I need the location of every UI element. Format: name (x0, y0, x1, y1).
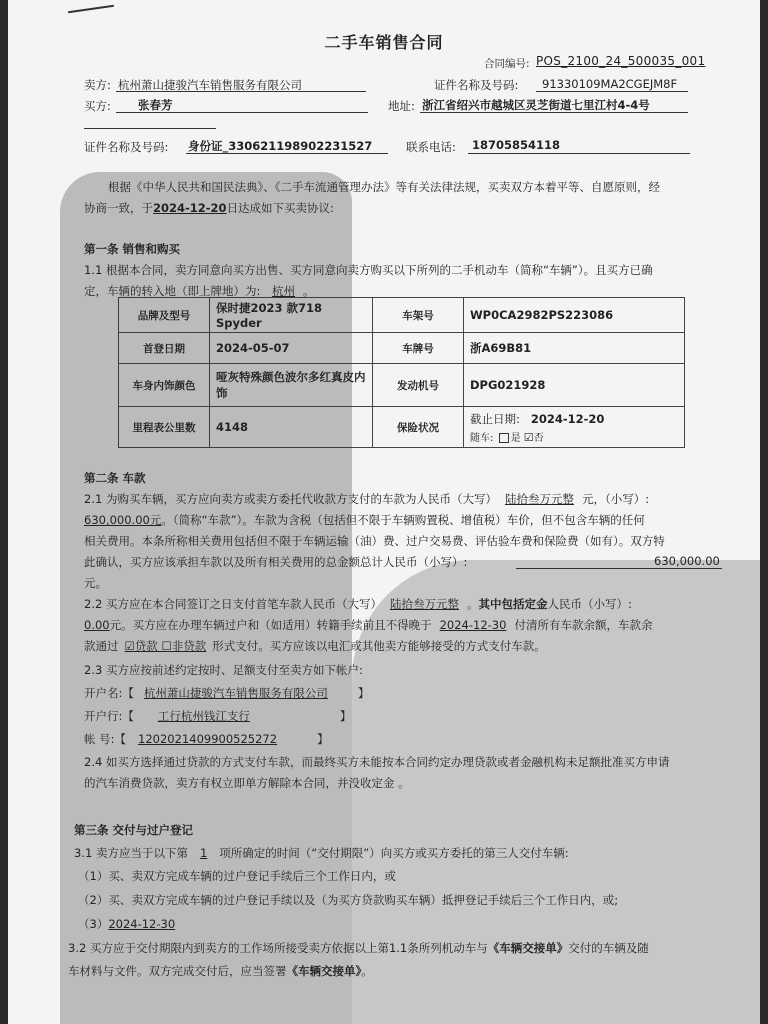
account-bank-row: 开户行:【 工行杭州钱江支行 】 (84, 709, 352, 723)
table-row (119, 333, 685, 364)
reg-date-value: 2024-05-07 (210, 333, 373, 364)
transfer-city: 杭州 (272, 284, 296, 298)
art3-p32-line2: 车材料与文件。双方完成交付后，应当签署《车辆交接单》。 (68, 964, 373, 978)
buyer-name-underline (116, 112, 368, 113)
art1-p1-line2: 定，车辆的转入地（即上牌地）为: 杭州 。 (84, 284, 315, 298)
art3-p31: 3.1 卖方应当于以下第 1 项所确定的时间（“交付期限”）向买方或买方委托的第三人交付车辆: (74, 846, 569, 860)
balance-due-date: 2024-12-30 (439, 618, 507, 632)
delivery-date: 2024-12-30 (108, 917, 176, 931)
buyer-phone-value: 18705854118 (472, 138, 561, 152)
contract-no-value: POS_2100_24_500035_001 (536, 54, 706, 68)
art1-heading: 第一条 销售和购买 (84, 242, 181, 256)
plate-label: 车牌号 (373, 333, 464, 364)
insurance-label: 保险状况 (373, 407, 464, 448)
seller-name: 杭州萧山捷骏汽车销售服务有限公司 (118, 78, 302, 92)
first-payment-cn: 陆拾叁万元整 (389, 597, 459, 611)
checkbox-checked-icon: ☑ (523, 430, 534, 444)
table-row (119, 364, 685, 407)
account-name-row: 开户名:【 杭州萧山捷骏汽车销售服务有限公司 】 (84, 686, 370, 700)
art2-p24-line2: 的汽车消费贷款，卖方有权立即单方解除本合同，并没收定金 。 (84, 776, 410, 790)
art2-p21-line5: 元。 (84, 576, 107, 590)
art2-p21-line1: 2.1 为购买车辆，买方应向卖方或卖方委托代收款方支付的车款为人民币（大写） 陆拾叁万元整 元，（小写）: (84, 492, 650, 506)
insurance-cell: 截止日期: 2024-12-20 随车: 是 ☑否 (464, 407, 685, 448)
buyer-cert-label: 证件名称及号码: (84, 140, 169, 154)
color-label: 车身内饰颜色 (119, 364, 210, 407)
engine-label: 发动机号 (373, 364, 464, 407)
payment-method: ☑贷款 ☐非贷款 (124, 639, 207, 653)
preamble-line1: 根据《中华人民共和国民法典》、《二手车流通管理办法》等有关法律法规，买卖双方本着平等、自愿原则，经 (108, 180, 660, 194)
seller-cert-underline (536, 91, 688, 92)
buyer-label: 买方: (84, 99, 111, 113)
vehicle-info-table (118, 297, 685, 448)
art2-p22-line1: 2.2 买方应在本合同签订之日支付首笔车款人民币（大写） 陆拾叁万元整 。其中包括定金人民币（小写）: (84, 597, 632, 611)
buyer-name: 张春芳 (138, 98, 173, 112)
art2-heading: 第二条 车款 (84, 471, 146, 485)
seller-cert-value: 91330109MA2CGEJM8F (542, 77, 678, 91)
total-amount: 630,000.00 (654, 554, 720, 568)
account-number: 1202021409900525272 (138, 732, 278, 746)
engine-value: DPG021928 (464, 364, 685, 407)
account-bank: 工行杭州钱江支行 (157, 709, 250, 723)
agreement-date: 2024-12-20 (153, 201, 227, 215)
pen-mark (68, 5, 114, 13)
table-row (119, 407, 685, 448)
price-cn: 陆拾叁万元整 (504, 492, 574, 506)
buyer-addr-underline (420, 112, 688, 113)
account-name: 杭州萧山捷骏汽车销售服务有限公司 (143, 686, 328, 700)
preamble-line2: 协商一致，于2024-12-20日达成如下买卖协议: (84, 201, 334, 215)
art2-p21-line3: 相关费用。本条所称相关费用包括但不限于车辆运输（油）费、过户交易费、评估验车费和保险费（如有）。双方特 (84, 534, 665, 548)
seller-cert-label: 证件名称及号码: (434, 78, 519, 92)
contract-no-label: 合同编号: (484, 58, 530, 70)
deposit-label: 其中包括定金 (478, 597, 548, 611)
art1-p1-line1: 1.1 根据本合同，卖方同意向买方出售、买方同意向卖方购买以下所列的二手机动车（简称“车辆”）。且买方已确 (84, 263, 653, 277)
art2-p21-line4: 此确认，买方应该承担车款以及所有相关费用的总金额总计人民币（小写）: (84, 555, 468, 569)
ins-expiry-value: 2024-12-20 (530, 411, 605, 426)
buyer-phone-underline (468, 153, 690, 154)
buyer-addr-value: 浙江省绍兴市越城区灵芝街道七里江村4-4号 (422, 98, 650, 112)
art3-p32-line1: 3.2 买方应于交付期限内到卖方的工作场所接受卖方依据以上第1.1条所列机动车与《车辆交接单》交付的车辆及随 (68, 941, 649, 955)
price-num: 630,000.00元 (84, 513, 162, 527)
table-row (119, 298, 685, 333)
mileage-value: 4148 (210, 407, 373, 448)
deposit-amount: 0.00 (84, 618, 110, 632)
seller-label: 卖方: (84, 78, 111, 92)
art2-p24-line1: 2.4 如买方选择通过贷款的方式支付车款，而最终买方未能按本合同约定办理贷款或者金融机构未足额批准买方申请 (84, 755, 670, 769)
art3-item2: （2）买、卖双方完成车辆的过户登记手续以及（为买方贷款购买车辆）抵押登记手续后三个工作日内，或; (78, 893, 619, 907)
brand-value: 保时捷2023 款718 Spyder (210, 298, 373, 333)
reg-date-label: 首登日期 (119, 333, 210, 364)
mileage-label: 里程表公里数 (119, 407, 210, 448)
buyer-phone-label: 联系电话: (406, 140, 456, 154)
contract-page (8, 0, 760, 1024)
buyer-addr-underline-2 (84, 128, 216, 129)
art3-item3: （3）2024-12-30 (78, 917, 176, 931)
art3-heading: 第三条 交付与过户登记 (74, 823, 194, 837)
total-underline (516, 568, 722, 569)
brand-label: 品牌及型号 (119, 298, 210, 333)
delivery-option-number: 1 (199, 846, 208, 860)
vin-label: 车架号 (373, 298, 464, 333)
buyer-cert-underline (186, 153, 388, 154)
vin-value: WP0CA2982PS223086 (464, 298, 685, 333)
checkbox-unchecked-icon (499, 433, 509, 443)
buyer-addr-label: 地址: (388, 99, 415, 113)
art2-p22-line2: 0.00元。买方应在办理车辆过户和（如适用）转籍手续前且不得晚于 2024-12-30 付清所有车款余额，车款余 (84, 618, 653, 632)
seller-name-underline (116, 91, 366, 92)
document-title: 二手车销售合同 (324, 33, 444, 52)
plate-value: 浙A69B81 (464, 333, 685, 364)
buyer-cert-value: 身份证_330621198902231527 (188, 139, 373, 153)
art2-p22-line3: 款通过 ☑贷款 ☐非贷款 形式支付。买方应该以电汇或其他卖方能够接受的方式支付车款。 (84, 639, 546, 653)
art3-item1: （1）买、卖双方完成车辆的过户登记手续后三个工作日内，或 (78, 869, 396, 883)
art2-p23: 2.3 买方应按前述约定按时、足额支付至卖方如下帐户: (84, 663, 363, 677)
color-value: 哑灰特殊颜色波尔多红真皮内饰 (210, 364, 373, 407)
account-number-row: 帐 号:【 1202021409900525272 】 (84, 732, 329, 746)
art2-p21-line2: 630,000.00元。（简称“车款”）。车款为含税（包括但不限于车辆购置税、增值税）车价，但不包含车辆的任何 (84, 513, 645, 527)
ins-expiry-label: 截止日期: (470, 411, 520, 426)
